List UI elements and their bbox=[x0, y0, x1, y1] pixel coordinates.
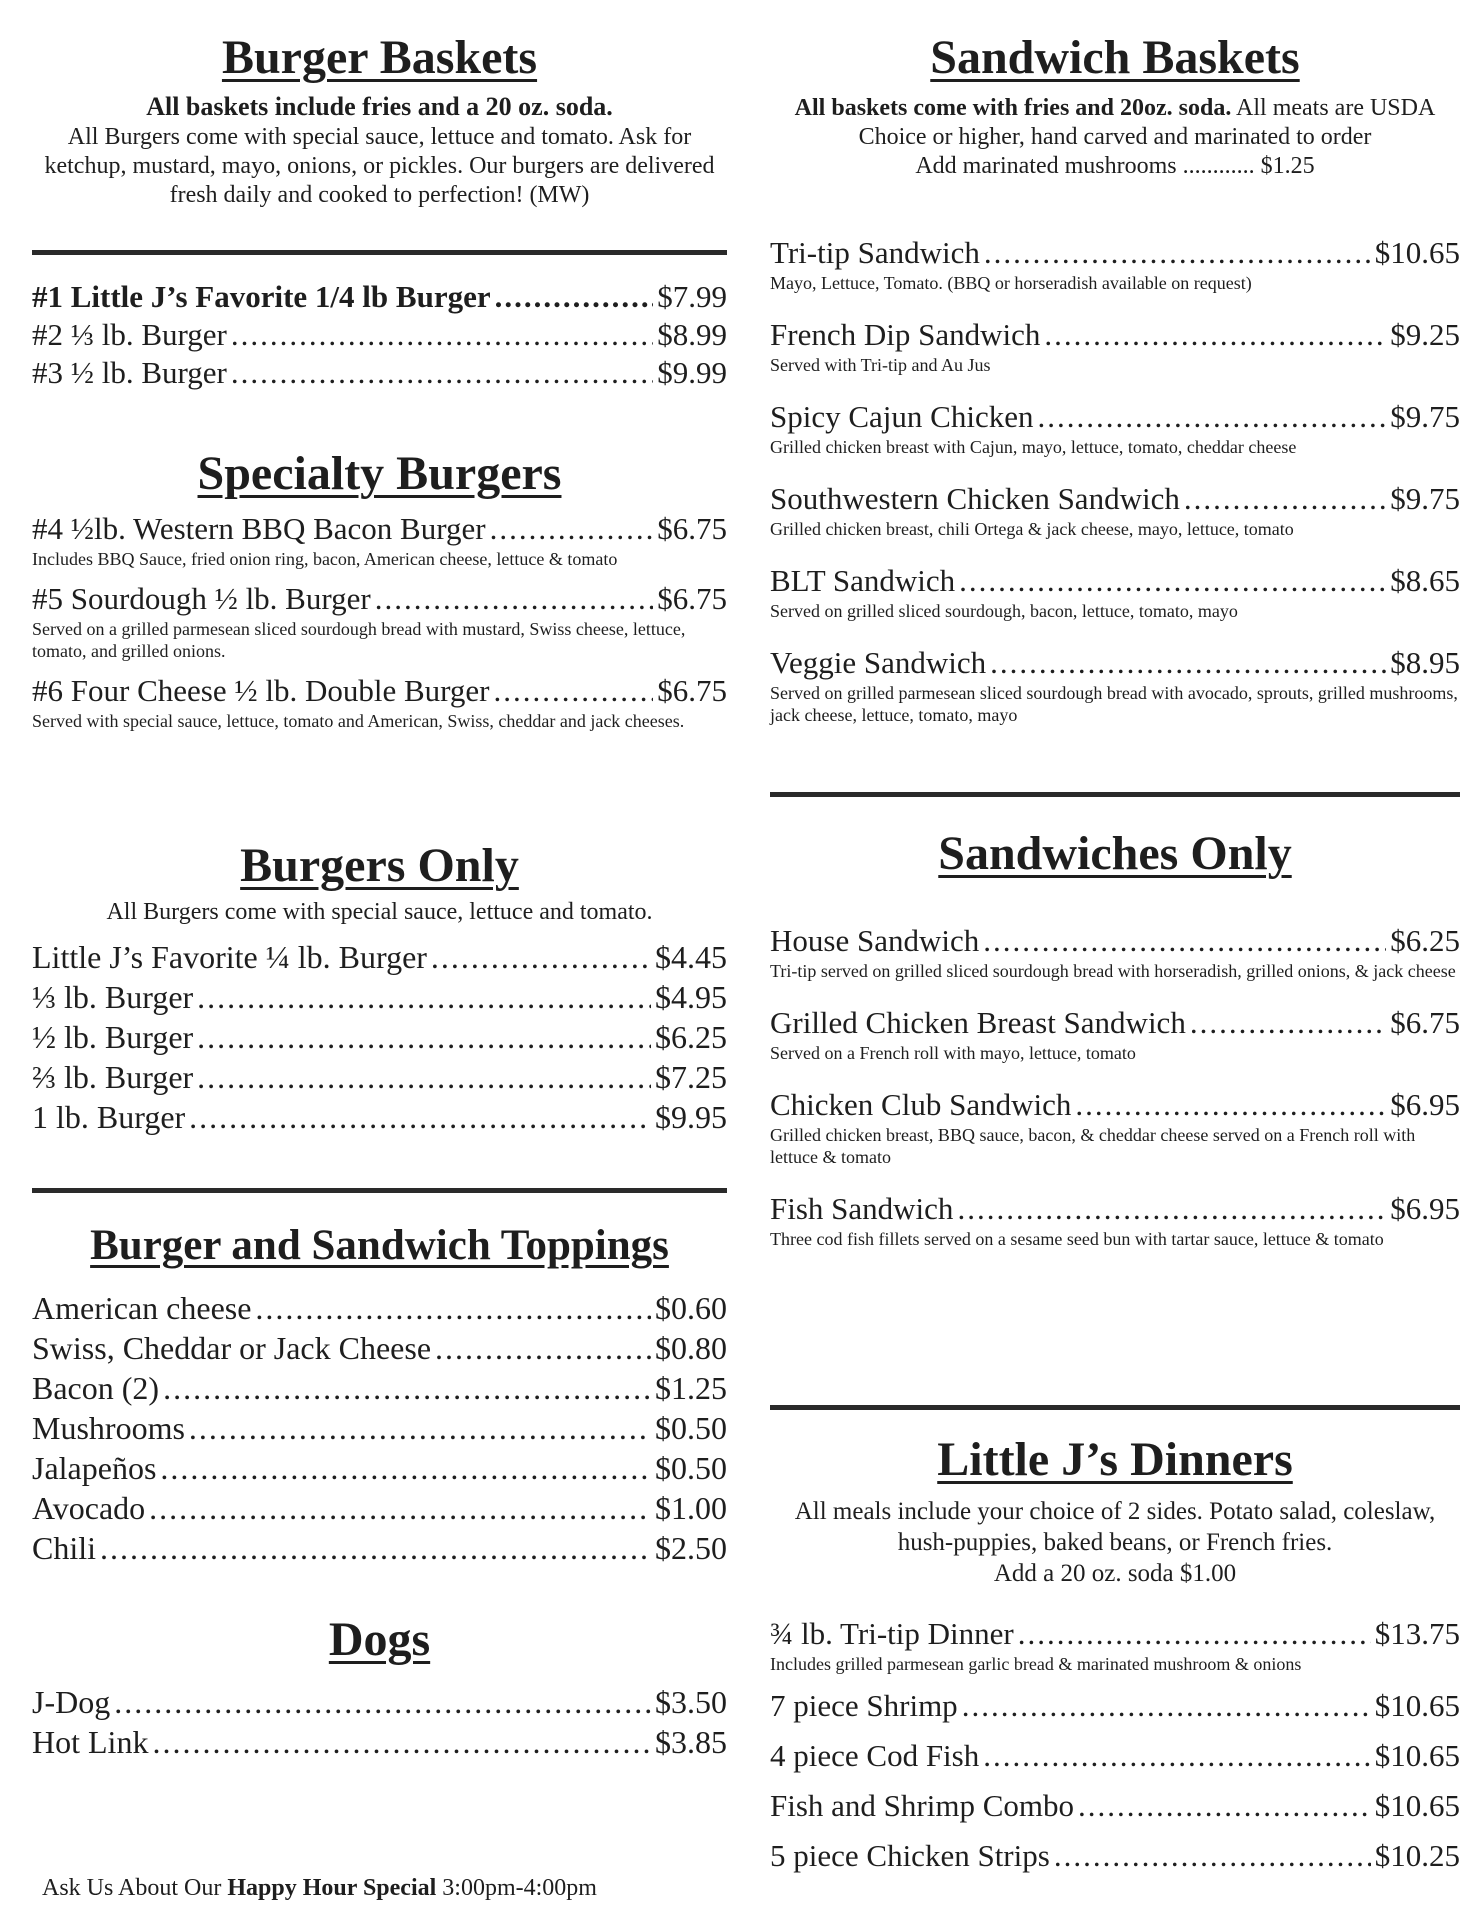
item-name: 5 piece Chicken Strips bbox=[770, 1838, 1050, 1873]
leader-dots bbox=[197, 977, 651, 1017]
menu-item-row bbox=[32, 1682, 727, 1722]
menu-item-row bbox=[32, 510, 727, 548]
item-name: House Sandwich bbox=[770, 923, 980, 958]
menu-item-row bbox=[770, 316, 1460, 354]
leader-dots bbox=[189, 1097, 651, 1137]
menu-item-row bbox=[32, 1057, 727, 1097]
leader-dots bbox=[984, 234, 1371, 272]
leader-dots bbox=[152, 1722, 651, 1762]
menu-item bbox=[770, 398, 1460, 458]
leader-dots bbox=[493, 672, 653, 710]
item-price: $6.75 bbox=[1390, 1005, 1460, 1040]
menu-item-row bbox=[32, 278, 727, 316]
toppings-title: Burger and Sandwich Toppings bbox=[90, 1222, 669, 1269]
sandwiches-only-section bbox=[770, 826, 1460, 1250]
leader-dots bbox=[160, 1448, 651, 1488]
menu-item bbox=[770, 1615, 1460, 1675]
leader-dots bbox=[1037, 398, 1386, 436]
menu-item-row bbox=[32, 1722, 727, 1762]
menu-item-row bbox=[770, 1737, 1460, 1775]
burger-baskets-title: Burger Baskets bbox=[221, 31, 538, 84]
leader-dots bbox=[1078, 1787, 1371, 1825]
item-name: J-Dog bbox=[32, 1684, 111, 1720]
item-name: Fish Sandwich bbox=[770, 1191, 954, 1226]
menu-item-row bbox=[770, 480, 1460, 518]
leader-dots bbox=[197, 1017, 651, 1057]
burgers-only-title: Burgers Only bbox=[240, 839, 519, 892]
happy-hour-note bbox=[42, 1873, 597, 1903]
menu-item-row bbox=[32, 1408, 727, 1448]
item-description: Includes grilled parmesean garlic bread & marinated mushroom & onions bbox=[770, 1654, 1302, 1674]
menu-item bbox=[770, 480, 1460, 540]
item-price: $10.65 bbox=[1374, 235, 1460, 270]
item-price: $9.25 bbox=[1390, 317, 1460, 352]
item-description: Three cod fish fillets served on a sesame seed bun with tartar sauce, lettuce & tomato bbox=[770, 1229, 1384, 1249]
leader-dots bbox=[990, 644, 1386, 682]
item-name: Fish and Shrimp Combo bbox=[770, 1788, 1075, 1823]
menu-item-row bbox=[32, 672, 727, 710]
item-price: $6.75 bbox=[657, 511, 727, 546]
item-description: Grilled chicken breast, BBQ sauce, bacon, & cheddar cheese served on a French roll with lettuce & tomato bbox=[770, 1125, 1416, 1167]
item-name: 4 piece Cod Fish bbox=[770, 1738, 980, 1773]
menu-item bbox=[770, 644, 1460, 726]
item-price: $6.75 bbox=[657, 581, 727, 616]
menu-item bbox=[770, 1004, 1460, 1064]
item-name: Veggie Sandwich bbox=[770, 645, 987, 680]
dinners-intro-text: All meals include your choice of 2 sides. Potato salad, coleslaw, hush-puppies, baked beans, or French fries. bbox=[794, 1498, 1436, 1556]
leader-dots bbox=[189, 1408, 651, 1448]
burger-baskets-intro bbox=[32, 92, 727, 210]
item-description: Tri-tip served on grilled sliced sourdough bread with horseradish, grilled onions, & jack cheese bbox=[770, 961, 1456, 981]
menu-item-row bbox=[32, 1097, 727, 1137]
item-description: Served with special sauce, lettuce, tomato and American, Swiss, cheddar and jack cheeses. bbox=[32, 711, 685, 731]
menu-item-row bbox=[32, 1328, 727, 1368]
specialty-burgers-section bbox=[32, 446, 727, 732]
item-price: $4.45 bbox=[655, 939, 727, 975]
specialty-burgers-title: Specialty Burgers bbox=[197, 447, 562, 500]
menu-item bbox=[32, 580, 727, 662]
menu-item-row bbox=[770, 1004, 1460, 1042]
item-name: 1 lb. Burger bbox=[32, 1099, 186, 1135]
divider bbox=[32, 250, 727, 255]
sandwich-baskets-addon: Add marinated mushrooms ............ $1.25 bbox=[915, 153, 1315, 179]
item-name: #1 Little J’s Favorite 1/4 lb Burger bbox=[32, 279, 491, 314]
dinners-intro-soda: Add a 20 oz. soda $1.00 bbox=[993, 1560, 1237, 1587]
sandwich-baskets-list bbox=[770, 234, 1460, 726]
item-name: Avocado bbox=[32, 1490, 146, 1526]
menu-item-row bbox=[770, 1086, 1460, 1124]
item-price: $10.65 bbox=[1374, 1688, 1460, 1723]
item-name: Hot Link bbox=[32, 1724, 149, 1760]
menu-item-row bbox=[32, 316, 727, 354]
divider bbox=[770, 1405, 1460, 1410]
item-price: $6.25 bbox=[1390, 923, 1460, 958]
item-price: $6.95 bbox=[1390, 1191, 1460, 1226]
item-price: $1.25 bbox=[655, 1370, 727, 1406]
item-description: Served on grilled sliced sourdough, bacon, lettuce, tomato, mayo bbox=[770, 601, 1238, 621]
leader-dots bbox=[231, 354, 653, 392]
item-price: $9.99 bbox=[657, 355, 727, 390]
leader-dots bbox=[495, 278, 654, 316]
sandwich-baskets-intro bbox=[770, 94, 1460, 181]
leader-dots bbox=[231, 316, 653, 354]
item-description: Includes BBQ Sauce, fried onion ring, bacon, American cheese, lettuce & tomato bbox=[32, 549, 618, 569]
item-price: $8.99 bbox=[657, 317, 727, 352]
item-name: #2 ⅓ lb. Burger bbox=[32, 317, 227, 352]
leader-dots bbox=[375, 580, 654, 618]
item-description: Served on grilled parmesean sliced sourdough bread with avocado, sprouts, grilled mushrooms, jack cheese, lettuce, tomato, mayo bbox=[770, 683, 1458, 725]
menu-item-row bbox=[770, 644, 1460, 682]
burgers-only-section bbox=[32, 838, 727, 1137]
dinners-intro bbox=[770, 1496, 1460, 1589]
menu-item-row bbox=[770, 1837, 1460, 1875]
menu-item-row bbox=[32, 1288, 727, 1328]
burger-baskets-section bbox=[32, 30, 727, 210]
item-price: $3.85 bbox=[655, 1724, 727, 1760]
leader-dots bbox=[431, 937, 651, 977]
menu-item-row bbox=[770, 1687, 1460, 1725]
item-price: $10.25 bbox=[1374, 1838, 1460, 1873]
sandwich-baskets-title: Sandwich Baskets bbox=[930, 31, 1300, 84]
item-name: Jalapeños bbox=[32, 1450, 157, 1486]
menu-item-row bbox=[32, 580, 727, 618]
item-name: #6 Four Cheese ½ lb. Double Burger bbox=[32, 673, 490, 708]
item-description: Grilled chicken breast, chili Ortega & jack cheese, mayo, lettuce, tomato bbox=[770, 519, 1294, 539]
menu-item-row bbox=[770, 562, 1460, 600]
menu-item bbox=[32, 510, 727, 570]
item-price: $0.80 bbox=[655, 1330, 727, 1366]
menu-item-row bbox=[32, 1488, 727, 1528]
burger-baskets-list bbox=[32, 278, 727, 392]
leader-dots bbox=[197, 1057, 651, 1097]
item-name: Bacon (2) bbox=[32, 1370, 160, 1406]
item-price: $2.50 bbox=[655, 1530, 727, 1566]
item-description: Mayo, Lettuce, Tomato. (BBQ or horseradish available on request) bbox=[770, 273, 1252, 293]
menu-item-row bbox=[32, 1368, 727, 1408]
menu-item-row bbox=[32, 1448, 727, 1488]
divider bbox=[32, 1188, 727, 1193]
menu-item-row bbox=[32, 977, 727, 1017]
leader-dots bbox=[1054, 1837, 1371, 1875]
sandwich-baskets-section bbox=[770, 30, 1460, 181]
item-description: Served on a French roll with mayo, lettuce, tomato bbox=[770, 1043, 1136, 1063]
item-name: Swiss, Cheddar or Jack Cheese bbox=[32, 1330, 432, 1366]
item-price: $9.75 bbox=[1390, 481, 1460, 516]
leader-dots bbox=[959, 562, 1386, 600]
item-price: $7.25 bbox=[655, 1059, 727, 1095]
burgers-only-intro: All Burgers come with special sauce, lettuce and tomato. bbox=[106, 899, 653, 925]
toppings-section bbox=[32, 1218, 727, 1568]
footer-pre: Ask Us About Our bbox=[42, 1875, 228, 1901]
item-name: #3 ½ lb. Burger bbox=[32, 355, 227, 390]
leader-dots bbox=[983, 1737, 1371, 1775]
item-name: ⅓ lb. Burger bbox=[32, 979, 194, 1015]
dinners-title: Little J’s Dinners bbox=[937, 1433, 1293, 1486]
menu-item-row bbox=[770, 398, 1460, 436]
item-name: American cheese bbox=[32, 1290, 252, 1326]
item-price: $10.65 bbox=[1374, 1738, 1460, 1773]
item-price: $4.95 bbox=[655, 979, 727, 1015]
menu-item bbox=[32, 672, 727, 732]
leader-dots bbox=[114, 1682, 651, 1722]
item-name: #4 ½lb. Western BBQ Bacon Burger bbox=[32, 511, 486, 546]
item-name: ½ lb. Burger bbox=[32, 1019, 194, 1055]
divider bbox=[770, 792, 1460, 797]
menu-item-row bbox=[32, 1528, 727, 1568]
dinners-section bbox=[770, 1432, 1460, 1875]
item-price: $0.50 bbox=[655, 1450, 727, 1486]
dogs-section bbox=[32, 1612, 727, 1762]
item-price: $8.95 bbox=[1390, 645, 1460, 680]
sandwich-baskets-intro-text: All meats are USDA Choice or higher, hand carved and marinated to order bbox=[858, 95, 1436, 150]
dogs-title: Dogs bbox=[328, 1613, 431, 1666]
item-description: Served with Tri-tip and Au Jus bbox=[770, 355, 991, 375]
item-price: $6.75 bbox=[657, 673, 727, 708]
menu-item-row bbox=[770, 1787, 1460, 1825]
item-price: $8.65 bbox=[1390, 563, 1460, 598]
item-name: Chili bbox=[32, 1530, 97, 1566]
menu-item-row bbox=[770, 234, 1460, 272]
item-name: Southwestern Chicken Sandwich bbox=[770, 481, 1180, 516]
item-price: $9.75 bbox=[1390, 399, 1460, 434]
item-description: Grilled chicken breast with Cajun, mayo, lettuce, tomato, cheddar cheese bbox=[770, 437, 1297, 457]
leader-dots bbox=[1190, 1004, 1386, 1042]
item-name: 7 piece Shrimp bbox=[770, 1688, 958, 1723]
item-name: Tri-tip Sandwich bbox=[770, 235, 980, 270]
burger-baskets-intro-text: All Burgers come with special sauce, lettuce and tomato. Ask for ketchup, mustard, mayo, onions, or pickles. Our burgers are delivered fresh daily and cooked to perfection! (MW) bbox=[44, 124, 715, 208]
menu-item-row bbox=[32, 937, 727, 977]
item-price: $6.25 bbox=[655, 1019, 727, 1055]
leader-dots bbox=[163, 1368, 651, 1408]
footer-bold: Happy Hour Special bbox=[227, 1875, 437, 1901]
leader-dots bbox=[435, 1328, 651, 1368]
footer-post: 3:00pm-4:00pm bbox=[436, 1875, 597, 1901]
item-name: ⅔ lb. Burger bbox=[32, 1059, 194, 1095]
item-name: Spicy Cajun Chicken bbox=[770, 399, 1034, 434]
menu-item bbox=[770, 1086, 1460, 1168]
leader-dots bbox=[1075, 1086, 1386, 1124]
leader-dots bbox=[490, 510, 654, 548]
item-price: $13.75 bbox=[1374, 1616, 1460, 1651]
leader-dots bbox=[962, 1687, 1371, 1725]
item-name: French Dip Sandwich bbox=[770, 317, 1041, 352]
item-name: Mushrooms bbox=[32, 1410, 185, 1446]
item-price: $0.60 bbox=[655, 1290, 727, 1326]
item-price: $6.95 bbox=[1390, 1087, 1460, 1122]
menu-item bbox=[770, 562, 1460, 622]
sandwich-baskets-intro-bold: All baskets come with fries and 20oz. soda. bbox=[794, 95, 1232, 121]
item-price: $0.50 bbox=[655, 1410, 727, 1446]
leader-dots bbox=[1184, 480, 1386, 518]
item-name: Chicken Club Sandwich bbox=[770, 1087, 1072, 1122]
item-price: $9.95 bbox=[655, 1099, 727, 1135]
menu-item-row bbox=[770, 922, 1460, 960]
item-name: ¾ lb. Tri-tip Dinner bbox=[770, 1616, 1014, 1651]
menu-item bbox=[770, 316, 1460, 376]
item-price: $3.50 bbox=[655, 1684, 727, 1720]
item-price: $1.00 bbox=[655, 1490, 727, 1526]
leader-dots bbox=[100, 1528, 651, 1568]
menu-item bbox=[770, 234, 1460, 294]
menu-item bbox=[770, 922, 1460, 982]
leader-dots bbox=[255, 1288, 651, 1328]
item-description: Served on a grilled parmesean sliced sourdough bread with mustard, Swiss cheese, lettuce, tomato, and grilled onions. bbox=[32, 619, 686, 661]
item-name: #5 Sourdough ½ lb. Burger bbox=[32, 581, 371, 616]
burger-baskets-intro-bold: All baskets include fries and a 20 oz. soda. bbox=[146, 92, 613, 121]
leader-dots bbox=[1044, 316, 1386, 354]
menu-item-row bbox=[770, 1615, 1460, 1653]
sandwiches-only-title: Sandwiches Only bbox=[938, 827, 1292, 880]
leader-dots bbox=[149, 1488, 651, 1528]
menu-item-row bbox=[32, 354, 727, 392]
item-name: Grilled Chicken Breast Sandwich bbox=[770, 1005, 1186, 1040]
menu-item-row bbox=[32, 1017, 727, 1057]
menu-item-row bbox=[770, 1190, 1460, 1228]
item-name: BLT Sandwich bbox=[770, 563, 956, 598]
menu-item bbox=[770, 1190, 1460, 1250]
item-name: Little J’s Favorite ¼ lb. Burger bbox=[32, 939, 427, 975]
leader-dots bbox=[983, 922, 1386, 960]
leader-dots bbox=[1018, 1615, 1371, 1653]
leader-dots bbox=[957, 1190, 1386, 1228]
item-price: $10.65 bbox=[1374, 1788, 1460, 1823]
item-price: $7.99 bbox=[657, 279, 727, 314]
